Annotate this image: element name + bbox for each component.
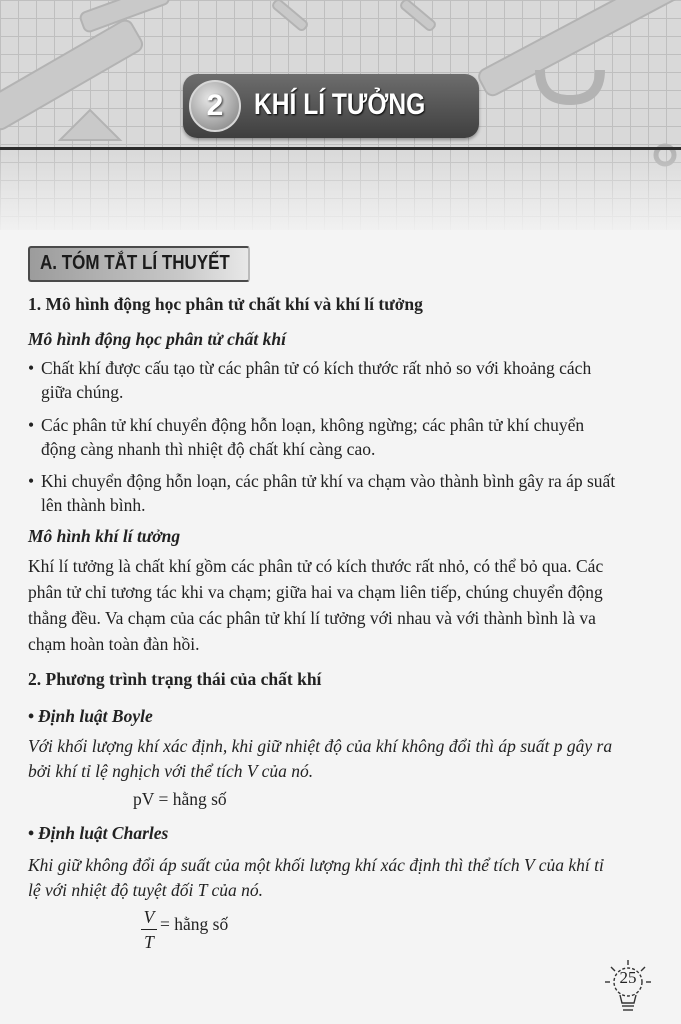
chapter-number: 2 [189,80,241,132]
boyle-formula: pV = hằng số [133,789,227,809]
charles-text-line-1: Khi giữ không đổi áp suất của một khối lượng khí xác định thì thể tích V của khí tỉ [28,855,604,875]
paragraph-line-3: thẳng đều. Va chạm của các phân tử khí lí tưởng với nhau và với thành bình là va [28,608,596,628]
paragraph-line-1: Khí lí tưởng là chất khí gồm các phân tử có kích thước rất nhỏ, có thể bỏ qua. Các [28,556,604,576]
bullet-1-line-1: Chất khí được cấu tạo từ các phân tử có kích thước rất nhỏ so với khoảng cách [41,358,592,378]
boyle-text-line-2: bởi khí tỉ lệ nghịch với thể tích V của nó. [28,761,314,781]
section-badge [28,246,250,282]
part1-heading: 1. Mô hình động học phân tử chất khí và khí lí tưởng [28,294,423,314]
charles-formula-rhs: = hằng số [160,914,229,934]
subheading-kinetic-model: Mô hình động học phân tử chất khí [28,329,286,349]
fraction-numerator: V [143,907,155,927]
chapter-title: KHÍ LÍ TƯỞNG [254,88,426,121]
paragraph-line-2: phân tử chỉ tương tác khi va chạm; giữa hai va chạm liên tiếp, chúng chuyển động [28,582,603,602]
subheading-ideal-gas: Mô hình khí lí tưởng [28,526,181,546]
charles-fraction [141,906,157,953]
page-number: 25 [619,968,637,987]
fraction-bar [141,929,157,930]
bullet-dot: • [28,358,35,378]
boyle-title: Định luật Boyle [38,706,153,726]
header-rule [0,147,681,150]
bullet-2-line-1: Các phân tử khí chuyển động hỗn loạn, không ngừng; các phân tử khí chuyển [41,415,585,435]
bullet-2-line-2: động càng nhanh thì nhiệt độ chất khí càng cao. [41,439,376,459]
bullet-dot: • [28,706,35,726]
charles-text-line-2: lệ với nhiệt độ tuyệt đối T của nó. [28,880,264,900]
header-fade [0,150,681,240]
bullet-dot: • [28,415,35,435]
bullet-dot: • [28,823,35,843]
bullet-dot: • [28,471,35,491]
boyle-text-line-1: Với khối lượng khí xác định, khi giữ nhiệt độ của khí không đổi thì áp suất p gây ra [28,736,613,756]
bullet-3-line-2: lên thành bình. [41,495,146,515]
charles-title: Định luật Charles [38,823,169,843]
part2-heading: 2. Phương trình trạng thái của chất khí [28,669,322,689]
fraction-denominator: T [144,932,154,952]
bullet-3-line-1: Khi chuyển động hỗn loạn, các phân tử khí va chạm vào thành bình gây ra áp suất [41,471,616,491]
lightbulb-icon [603,958,653,1018]
paragraph-line-4: chạm hoàn toàn đàn hồi. [28,634,200,654]
section-badge-label: A. TÓM TẮT LÍ THUYẾT [40,252,230,274]
bullet-1-line-2: giữa chúng. [41,382,124,402]
